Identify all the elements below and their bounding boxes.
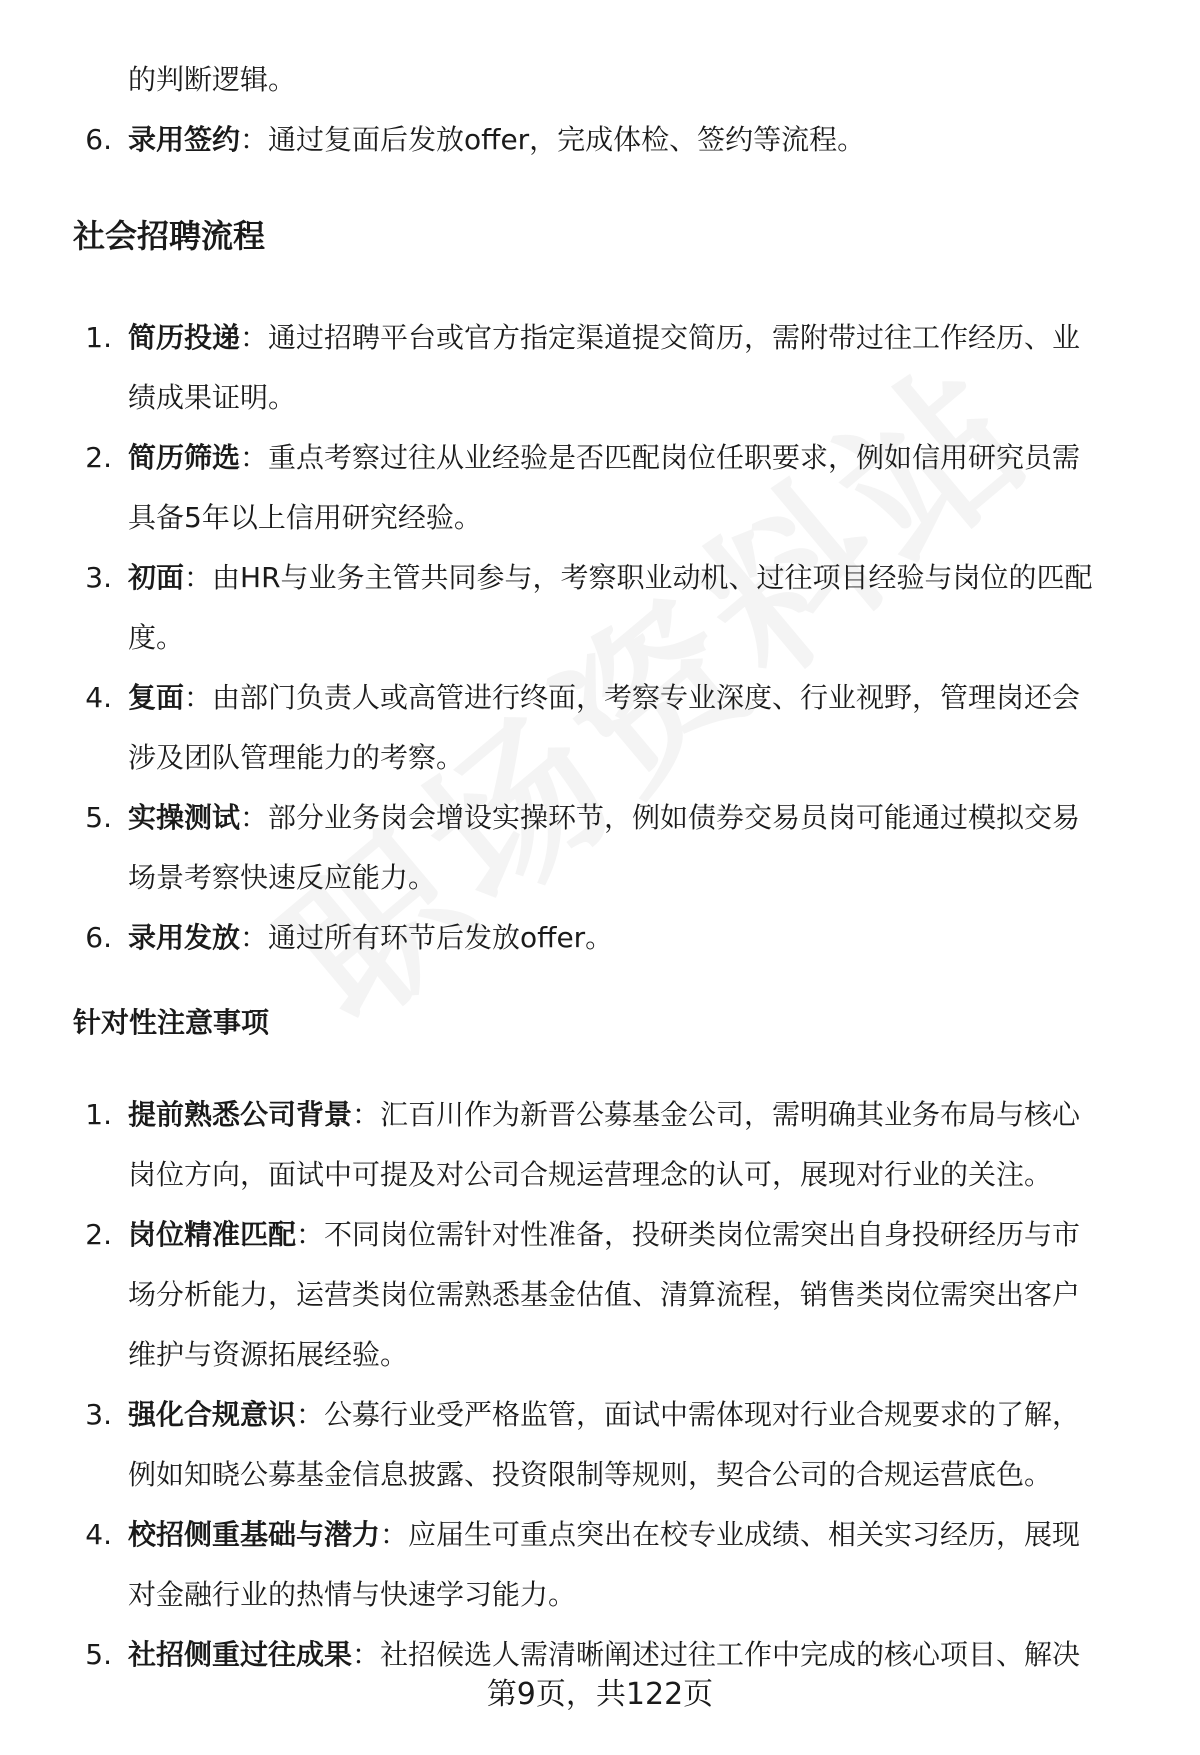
item-term: 复面 <box>128 681 185 714</box>
item-text: ：通过招聘平台或官方指定渠道提交简历，需附带过往工作经历、业 <box>240 321 1081 354</box>
item-term: 录用发放 <box>128 921 241 954</box>
item-text-line2: 岗位方向，面试中可提及对公司合规运营理念的认可，展现对行业的关注。 <box>128 1158 1053 1191</box>
list-item <box>128 798 1080 838</box>
item-term: 岗位精准匹配 <box>128 1218 297 1251</box>
item-text-line2: 场分析能力，运营类岗位需熟悉基金估值、清算流程，销售类岗位需突出客户 <box>128 1278 1081 1311</box>
list-item <box>128 1515 1080 1555</box>
item-text-line2: 涉及团队管理能力的考察。 <box>128 741 465 774</box>
list-number: 2. <box>85 1218 112 1251</box>
list-number: 6. <box>85 921 112 954</box>
item-text: ：通过复面后发放offer，完成体检、签约等流程。 <box>240 123 866 156</box>
item-term: 提前熟悉公司背景 <box>128 1098 353 1131</box>
item-term: 社招侧重过往成果 <box>128 1638 353 1671</box>
item-term: 初面 <box>128 561 185 594</box>
list-item <box>128 918 613 958</box>
item-text: ：汇百川作为新晋公募基金公司，需明确其业务布局与核心 <box>352 1098 1081 1131</box>
item-text: ：通过所有环节后发放offer。 <box>240 921 614 954</box>
continuation-line: 的判断逻辑。 <box>128 63 297 96</box>
list-item <box>128 1215 1080 1255</box>
item-text: ：不同岗位需针对性准备，投研类岗位需突出自身投研经历与市 <box>296 1218 1081 1251</box>
list-number: 1. <box>85 321 112 354</box>
item-text: ：由部门负责人或高管进行终面，考察专业深度、行业视野，管理岗还会 <box>184 681 1081 714</box>
item-term: 校招侧重基础与潜力 <box>128 1518 381 1551</box>
list-item <box>128 1095 1080 1135</box>
item-term: 简历投递 <box>128 321 241 354</box>
list-number: 4. <box>85 1518 112 1551</box>
item-text-line2: 对金融行业的热情与快速学习能力。 <box>128 1578 577 1611</box>
page-footer: 第9页，共122页 <box>486 1677 714 1712</box>
item-text: ：应届生可重点突出在校专业成绩、相关实习经历，展现 <box>380 1518 1081 1551</box>
item-text-line2: 场景考察快速反应能力。 <box>128 861 437 894</box>
item-text: ：部分业务岗会增设实操环节，例如债券交易员岗可能通过模拟交易 <box>240 801 1081 834</box>
list-number: 4. <box>85 681 112 714</box>
item-text: ：重点考察过往从业经验是否匹配岗位任职要求，例如信用研究员需 <box>240 441 1081 474</box>
item-text: ：由HR与业务主管共同参与，考察职业动机、过往项目经验与岗位的匹配 <box>184 561 1093 594</box>
item-text-line2: 度。 <box>128 621 185 654</box>
item-term: 实操测试 <box>128 801 241 834</box>
list-number: 5. <box>85 801 112 834</box>
section-heading-notes: 针对性注意事项 <box>73 1006 270 1039</box>
list-number: 2. <box>85 441 112 474</box>
item-text: ：公募行业受严格监管，面试中需体现对行业合规要求的了解， <box>296 1398 1081 1431</box>
list-number: 1. <box>85 1098 112 1131</box>
list-item <box>128 318 1080 358</box>
item-term: 简历筛选 <box>128 441 241 474</box>
item-text-line2: 具备5年以上信用研究经验。 <box>128 501 482 534</box>
item-text-line2: 例如知晓公募基金信息披露、投资限制等规则，契合公司的合规运营底色。 <box>128 1458 1053 1491</box>
item-text-line2: 绩成果证明。 <box>128 381 297 414</box>
section-heading-social: 社会招聘流程 <box>73 217 266 255</box>
item-text: ：社招候选人需清晰阐述过往工作中完成的核心项目、解决 <box>352 1638 1081 1671</box>
list-item <box>128 1395 1080 1435</box>
item-text-line3: 维护与资源拓展经验。 <box>128 1338 409 1371</box>
list-item <box>128 678 1080 718</box>
list-number: 6. <box>85 123 112 156</box>
list-item <box>128 1635 1080 1675</box>
item-term: 强化合规意识 <box>128 1398 297 1431</box>
list-number: 3. <box>85 561 112 594</box>
item-term: 录用签约 <box>128 123 241 156</box>
list-item <box>128 120 865 160</box>
list-number: 5. <box>85 1638 112 1671</box>
list-item <box>128 558 1093 598</box>
list-number: 3. <box>85 1398 112 1431</box>
list-item <box>128 438 1080 478</box>
